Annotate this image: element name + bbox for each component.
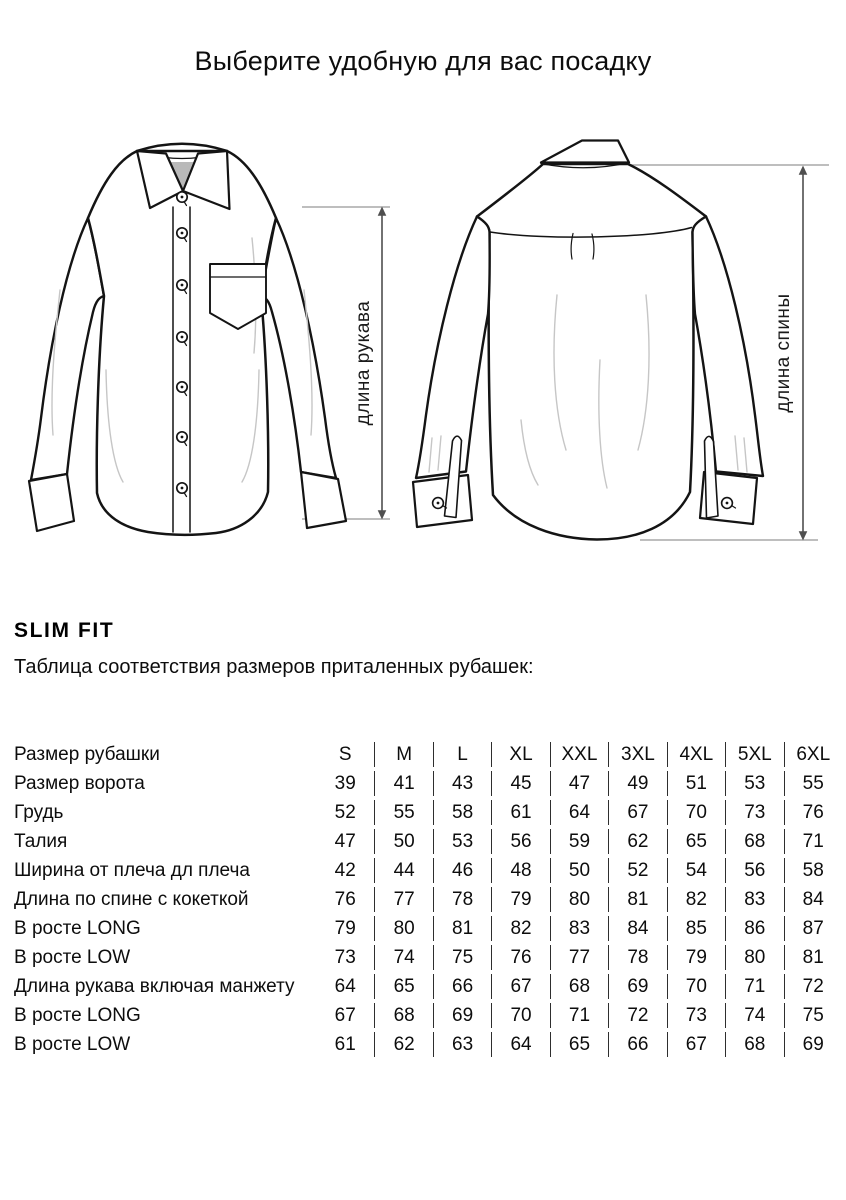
table-row [14,829,842,854]
size-value-cell: 80 [374,916,432,941]
size-value-cell: 70 [667,800,725,825]
size-table-body [14,742,842,1057]
size-value-cell: 55 [784,771,843,796]
size-value-cell: 77 [374,887,432,912]
size-value-cell: 61 [491,800,549,825]
size-value-cell: 69 [608,974,666,999]
size-value-cell: 50 [374,829,432,854]
size-value-cell: 72 [608,1003,666,1028]
size-value-cell: 45 [491,771,549,796]
size-value-cell: 56 [725,858,783,883]
size-value-cell: 65 [550,1032,608,1057]
size-value-cell: 84 [784,887,843,912]
size-value-cell: 55 [374,800,432,825]
size-value-cell: 63 [433,1032,491,1057]
size-value-cell: 64 [550,800,608,825]
size-value-cell: 83 [725,887,783,912]
size-value-cell: XXL [550,742,608,767]
row-label: В росте LONG [14,917,141,939]
front-right-sleeve [261,218,336,478]
front-right-cuff [301,472,346,528]
back-length-label: длина спины [773,293,794,413]
size-value-cell: 66 [433,974,491,999]
size-value-cell: 66 [608,1032,666,1057]
size-value-cell: 80 [725,945,783,970]
table-row [14,916,842,941]
size-value-cell: 72 [784,974,843,999]
size-value-cell: 64 [334,975,356,997]
table-row [14,1003,842,1028]
row-label: Талия [14,830,68,852]
size-value-cell: 74 [725,1003,783,1028]
arrow-up-head [799,166,808,175]
table-row [14,858,842,883]
size-value-cell: 44 [374,858,432,883]
size-value-cell: 61 [334,1033,356,1055]
size-value-cell: XL [491,742,549,767]
size-value-cell: 47 [334,830,356,852]
arrow-down-head [799,531,808,540]
size-value-cell: 51 [667,771,725,796]
row-label: Размер ворота [14,772,145,794]
size-value-cell: 82 [491,916,549,941]
size-value-cell: 65 [374,974,432,999]
row-label: Длина рукава включая манжету [14,975,295,997]
back-collar-stand [541,141,629,163]
front-left-cuff [29,474,74,531]
size-value-cell: 52 [334,801,356,823]
table-row [14,974,842,999]
size-header-row [14,742,842,767]
size-value-cell: 79 [491,887,549,912]
row-label: Размер рубашки [14,743,160,765]
table-row [14,1032,842,1057]
size-value-cell: 67 [491,974,549,999]
size-value-cell: 62 [374,1032,432,1057]
size-table [14,738,842,1061]
size-value-cell: 49 [608,771,666,796]
size-value-cell: 68 [725,1032,783,1057]
back-body [477,164,706,540]
size-value-cell: 52 [608,858,666,883]
size-value-cell: 80 [550,887,608,912]
size-value-cell: 83 [550,916,608,941]
size-value-cell: 86 [725,916,783,941]
size-value-cell: 69 [433,1003,491,1028]
size-value-cell: S [338,743,352,765]
size-value-cell: 64 [491,1032,549,1057]
table-row [14,945,842,970]
size-value-cell: 79 [334,917,356,939]
size-value-cell: 84 [608,916,666,941]
size-value-cell: 73 [725,800,783,825]
size-value-cell: 74 [374,945,432,970]
size-value-cell: 79 [667,945,725,970]
size-value-cell: 58 [433,800,491,825]
size-value-cell: 76 [784,800,843,825]
page-title: Выберите удобную для вас посадку [194,46,652,76]
size-value-cell: 41 [374,771,432,796]
table-row [14,771,842,796]
fit-section-heading: SLIM FIT [14,619,115,642]
size-value-cell: 81 [433,916,491,941]
sleeve-length-measure [353,207,386,520]
size-value-cell: 77 [550,945,608,970]
size-value-cell: 71 [550,1003,608,1028]
size-value-cell: 67 [667,1032,725,1057]
size-value-cell: 43 [433,771,491,796]
size-value-cell: 62 [608,829,666,854]
row-label: Ширина от плеча дл плеча [14,859,250,881]
size-value-cell: 78 [608,945,666,970]
size-value-cell: 76 [491,945,549,970]
size-table-container [14,738,846,1061]
table-row [14,800,842,825]
front-left-sleeve [31,218,104,480]
row-label: В росте LOW [14,946,131,968]
size-value-cell: 67 [334,1004,356,1026]
arrow-down-head [378,510,387,519]
size-value-cell: 75 [433,945,491,970]
size-value-cell: 73 [667,1003,725,1028]
size-value-cell: 68 [725,829,783,854]
size-value-cell: 47 [550,771,608,796]
size-value-cell: 73 [334,946,356,968]
size-value-cell: 67 [608,800,666,825]
size-value-cell: 46 [433,858,491,883]
size-value-cell: 42 [334,859,356,881]
size-value-cell: 70 [491,1003,549,1028]
size-value-cell: 68 [374,1003,432,1028]
size-value-cell: 4XL [667,742,725,767]
shirt-fit-diagram [0,120,846,580]
size-value-cell: 71 [725,974,783,999]
size-value-cell: 59 [550,829,608,854]
size-value-cell: 82 [667,887,725,912]
size-value-cell: 53 [433,829,491,854]
size-value-cell: M [374,742,432,767]
size-value-cell: 48 [491,858,549,883]
shirt-front-drawing [29,144,346,535]
fit-section-subtitle: Таблица соответствия размеров приталенных рубашек: [14,656,534,678]
sleeve-length-label: длина рукава [353,300,374,426]
size-value-cell: L [433,742,491,767]
size-value-cell: 54 [667,858,725,883]
row-label: Грудь [14,801,64,823]
size-value-cell: 56 [491,829,549,854]
size-value-cell: 85 [667,916,725,941]
size-value-cell: 50 [550,858,608,883]
arrow-up-head [378,207,387,216]
size-value-cell: 75 [784,1003,843,1028]
size-value-cell: 53 [725,771,783,796]
shirt-diagram-svg [0,120,846,580]
back-right-sleeve [693,217,764,477]
row-label: В росте LOW [14,1033,131,1055]
size-value-cell: 76 [334,888,356,910]
size-value-cell: 5XL [725,742,783,767]
shirt-back-drawing [413,141,763,540]
row-label: Длина по спине с кокеткой [14,888,249,910]
size-value-cell: 87 [784,916,843,941]
size-value-cell: 65 [667,829,725,854]
back-length-measure [773,166,807,541]
row-label: В росте LONG [14,1004,141,1026]
size-value-cell: 69 [784,1032,843,1057]
size-value-cell: 78 [433,887,491,912]
size-value-cell: 70 [667,974,725,999]
size-value-cell: 81 [608,887,666,912]
size-value-cell: 71 [784,829,843,854]
size-value-cell: 39 [334,772,356,794]
size-value-cell: 68 [550,974,608,999]
size-value-cell: 58 [784,858,843,883]
size-value-cell: 81 [784,945,843,970]
size-value-cell: 3XL [608,742,666,767]
size-value-cell: 6XL [784,742,843,767]
table-row [14,887,842,912]
